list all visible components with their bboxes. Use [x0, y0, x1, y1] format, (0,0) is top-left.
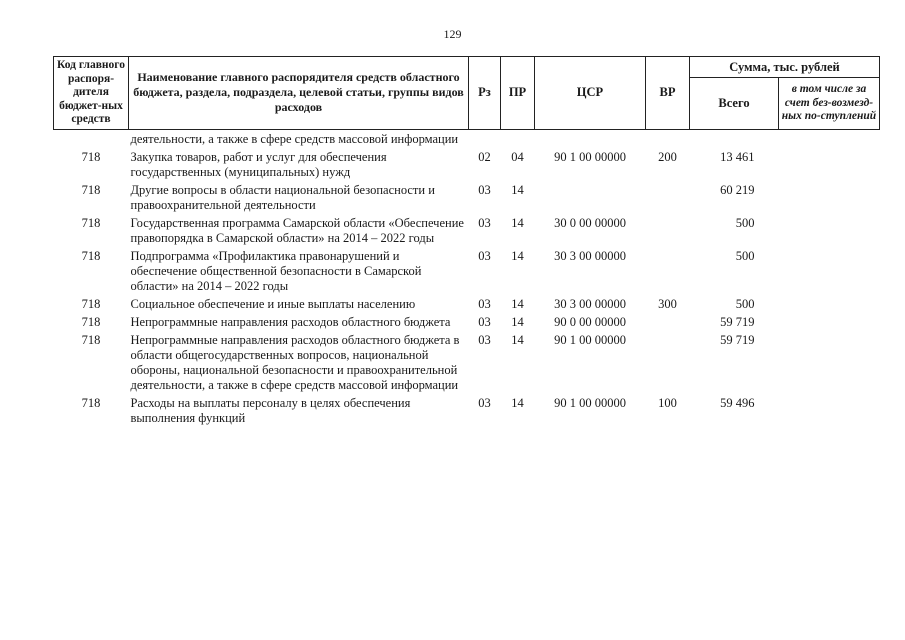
cell-incl: [779, 183, 880, 216]
cell-total: 59 719: [720, 314, 755, 329]
table-row: [54, 249, 880, 297]
cell-total: 59 496: [720, 395, 755, 410]
cell-total: 500: [735, 296, 755, 311]
cell-vr: 300: [658, 296, 677, 311]
cell-csr: 30 0 00 00000: [554, 215, 626, 230]
header-code: Код главного распоря-дителя бюджет-ных средств: [54, 57, 129, 130]
cell-total: [690, 129, 779, 150]
cell-vr: [646, 333, 690, 396]
header-csr: ЦСР: [535, 57, 646, 130]
cell-name: Расходы на выплаты персоналу в целях обеспечения выполнения функций: [130, 395, 411, 425]
cell-csr: 30 3 00 00000: [554, 248, 626, 263]
cell-rz: 03: [478, 296, 491, 311]
table-row: [54, 150, 880, 183]
cell-csr: 90 1 00 00000: [554, 395, 626, 410]
cell-incl: [779, 150, 880, 183]
cell-total: 60 219: [720, 182, 755, 197]
header-sum: Сумма, тыс. рублей: [690, 57, 880, 78]
cell-incl: [779, 249, 880, 297]
cell-incl: [779, 315, 880, 333]
cell-pr: 14: [511, 215, 524, 230]
cell-rz: 03: [478, 215, 491, 230]
cell-name: Непрограммные направления расходов областного бюджета: [130, 314, 451, 329]
cell-code: 718: [81, 314, 101, 329]
cell-pr: 04: [511, 149, 524, 164]
cell-csr: 90 1 00 00000: [554, 149, 626, 164]
cell-incl: [779, 216, 880, 249]
table-row: [54, 216, 880, 249]
table-row: [54, 297, 880, 315]
cell-pr: 14: [511, 296, 524, 311]
header-vr: ВР: [646, 57, 690, 130]
cell-pr: 14: [511, 248, 524, 263]
cell-total: 13 461: [720, 149, 755, 164]
cell-code: 718: [81, 149, 101, 164]
table-row: [54, 183, 880, 216]
cell-rz: 03: [478, 248, 491, 263]
cell-code: 718: [81, 395, 101, 410]
cell-incl: [779, 333, 880, 396]
cell-csr: 90 1 00 00000: [554, 332, 626, 347]
table-row: [54, 315, 880, 333]
cell-name: Подпрограмма «Профилактика правонарушений и обеспечение общественной безопасности в Самарской области» на 2014 – 2022 годы: [130, 248, 422, 293]
cell-rz: 03: [478, 182, 491, 197]
header-pr: ПР: [501, 57, 535, 130]
cell-name: Другие вопросы в области национальной безопасности и правоохранительной деятельности: [130, 182, 435, 212]
cell-csr: [535, 129, 646, 150]
cell-vr: [646, 216, 690, 249]
cell-pr: 14: [511, 395, 524, 410]
cell-total: 500: [735, 248, 755, 263]
cell-code: [54, 129, 129, 150]
table-row: [54, 396, 880, 429]
table-row: [54, 333, 880, 396]
cell-pr: 14: [511, 182, 524, 197]
cell-incl: [779, 129, 880, 150]
cell-total: 59 719: [720, 332, 755, 347]
cell-vr: [646, 249, 690, 297]
header-incl: в том числе за счет без-возмезд-ных по-ступлений: [779, 78, 880, 130]
cell-vr: [646, 129, 690, 150]
cell-code: 718: [81, 296, 101, 311]
cell-csr: 30 3 00 00000: [554, 296, 626, 311]
cell-name: Закупка товаров, работ и услуг для обеспечения государственных (муниципальных) нужд: [130, 149, 387, 179]
cell-code: 718: [81, 332, 101, 347]
cell-rz: 02: [478, 149, 491, 164]
header-rz: Рз: [469, 57, 501, 130]
cell-name: Социальное обеспечение и иные выплаты населению: [130, 296, 416, 311]
cell-code: 718: [81, 182, 101, 197]
cell-vr: [646, 315, 690, 333]
cell-rz: 03: [478, 314, 491, 329]
cell-vr: 100: [658, 395, 677, 410]
cell-pr: [501, 129, 535, 150]
header-total: Всего: [690, 78, 779, 130]
cell-incl: [779, 396, 880, 429]
cell-code: 718: [81, 215, 101, 230]
cell-name: деятельности, а также в сфере средств массовой информации: [130, 131, 459, 146]
cell-pr: 14: [511, 332, 524, 347]
header-name: Наименование главного распорядителя средств областного бюджета, раздела, подраздела, целевой статьи, группы видов расходов: [129, 57, 469, 130]
cell-incl: [779, 297, 880, 315]
cell-vr: 200: [658, 149, 677, 164]
table-row: [54, 129, 880, 150]
page-number: 129: [443, 27, 462, 41]
cell-vr: [646, 183, 690, 216]
cell-code: 718: [81, 248, 101, 263]
cell-rz: 03: [478, 395, 491, 410]
budget-table: [53, 56, 880, 429]
cell-name: Непрограммные направления расходов областного бюджета в области общегосударственных вопросов, национальной обороны, национальной безопасности и правоохранительной деятельности, а также в сфере средств массовой информации: [130, 332, 460, 392]
cell-total: 500: [735, 215, 755, 230]
cell-rz: 03: [478, 332, 491, 347]
cell-csr: [535, 183, 646, 216]
cell-pr: 14: [511, 314, 524, 329]
cell-csr: 90 0 00 00000: [554, 314, 626, 329]
cell-name: Государственная программа Самарской области «Обеспечение правопорядка в Самарской области» на 2014 – 2022 годы: [130, 215, 464, 245]
cell-rz: [469, 129, 501, 150]
table-body: [54, 129, 880, 429]
